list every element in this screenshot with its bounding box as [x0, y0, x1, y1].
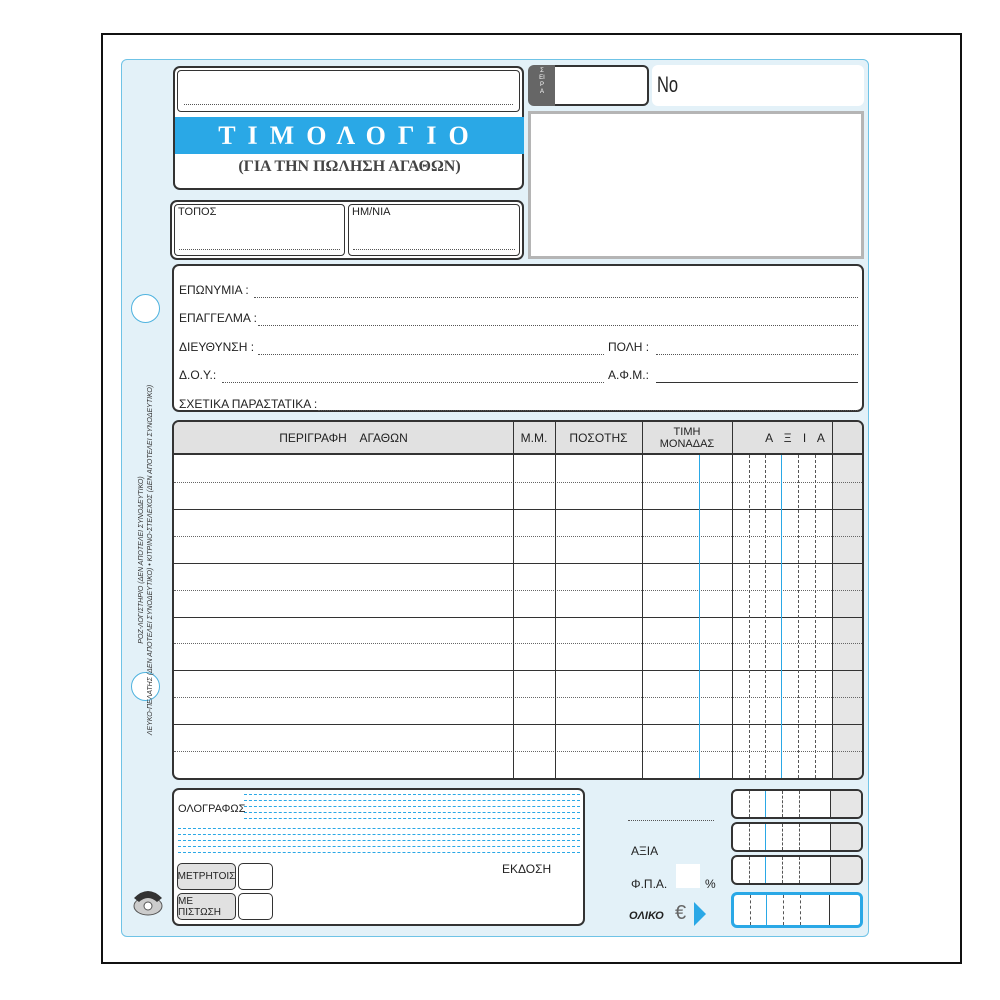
related-docs-field[interactable] — [318, 410, 858, 411]
total-label: ΟΛΙΚΟ — [629, 910, 664, 922]
doy-field[interactable] — [222, 382, 604, 383]
address-label: ΔΙΕΥΘΥΝΣΗ : — [179, 340, 255, 354]
col-unit-label: Μ.Μ. — [520, 430, 548, 445]
table-row — [174, 563, 862, 564]
eponymia-field[interactable] — [254, 297, 858, 298]
vat-label: Φ.Π.Α. — [631, 877, 668, 891]
cash-payment-label — [177, 863, 236, 890]
col-unit — [513, 422, 555, 455]
table-row — [174, 590, 862, 591]
eponymia-label: ΕΠΩΝΥΜΙΑ : — [179, 283, 249, 297]
col-unit-price-line1: ΤΙΜΗ — [673, 425, 701, 438]
issue-label: ΕΚΔΟΣΗ — [502, 862, 552, 876]
address-field[interactable] — [258, 354, 604, 355]
place-label: ΤΟΠΟΣ — [178, 206, 217, 218]
col-quantity — [555, 422, 642, 455]
copy-note — [137, 385, 155, 735]
col-quantity-label: ΠΟΣΟΤΗΣ — [569, 430, 628, 445]
digit-divider — [749, 455, 750, 778]
col-value-label: Α Ξ Ι Α — [765, 430, 829, 445]
afm-label: Α.Φ.Μ.: — [608, 368, 649, 382]
document-title: ΤΙΜΟΛΟΓΙΟ — [175, 117, 524, 154]
decimal-marker — [699, 455, 700, 778]
divider — [555, 422, 556, 778]
date-label: ΗΜ/ΝΙΑ — [352, 206, 391, 218]
col-unit-price — [642, 422, 732, 455]
city-label: ΠΟΛΗ : — [608, 340, 650, 354]
series-field[interactable] — [555, 65, 649, 106]
totals-line — [628, 820, 714, 821]
items-table — [172, 420, 864, 780]
epaggelma-label: ΕΠΑΓΓΕΛΜΑ : — [179, 311, 257, 325]
document-subtitle: (ΓΙΑ ΤΗΝ ΠΩΛΗΣΗ ΑΓΑΘΩΝ) — [238, 158, 461, 175]
cash-payment-checkbox[interactable] — [238, 863, 273, 890]
table-row — [174, 509, 862, 510]
value-label: ΑΞΙΑ — [631, 844, 659, 858]
arrow-right-icon — [694, 902, 706, 926]
in-words-line[interactable] — [244, 794, 580, 795]
digit-divider — [798, 455, 799, 778]
date-field[interactable] — [348, 204, 520, 256]
col-value — [732, 422, 862, 455]
copy-note-line1: ΡΟΖ-ΛΟΓΙΣΤΗΡΙΟ (ΔΕΝ ΑΠΟΤΕΛΕΙ ΣΥΝΟΔΕΥΤΙΚΟ) — [138, 476, 145, 644]
number-label: No — [657, 72, 679, 97]
digit-divider — [815, 455, 816, 778]
customer-box — [172, 264, 864, 412]
credit-payment-text: ΜΕ ΠΙΣΤΩΣΗ — [178, 895, 221, 918]
table-row — [174, 643, 862, 644]
table-row — [174, 536, 862, 537]
total-value-box[interactable] — [731, 789, 863, 819]
table-row — [174, 751, 862, 752]
col-unit-price-line2: ΜΟΝΑΔΑΣ — [659, 437, 715, 450]
table-row — [174, 670, 862, 671]
stamp-area — [528, 111, 864, 259]
divider — [732, 422, 733, 778]
number-field — [652, 65, 864, 106]
col-description — [174, 422, 513, 455]
place-field[interactable] — [174, 204, 345, 256]
divider — [513, 422, 514, 778]
related-docs-label: ΣΧΕΤΙΚΑ ΠΑΡΑΣΤΑΤΙΚΑ : — [179, 397, 318, 411]
table-row — [174, 697, 862, 698]
credit-payment-checkbox[interactable] — [238, 893, 273, 920]
total-vat-box[interactable] — [731, 855, 863, 885]
decimal-marker — [781, 455, 782, 778]
epaggelma-field[interactable] — [258, 325, 858, 326]
percent-sign: % — [705, 877, 716, 891]
vat-rate-field[interactable] — [676, 864, 700, 888]
series-label — [528, 65, 556, 106]
series-label-text: ΣΕΙΡΑ — [539, 68, 545, 95]
afm-field[interactable] — [656, 382, 858, 383]
table-row — [174, 482, 862, 483]
grand-total-box[interactable] — [731, 892, 863, 928]
divider — [832, 422, 833, 778]
euro-icon: € — [675, 902, 687, 924]
city-field[interactable] — [656, 354, 858, 355]
in-words-label: ΟΛΟΓΡΑΦΩΣ — [178, 803, 246, 815]
punch-hole-top — [131, 294, 160, 323]
credit-payment-label — [177, 893, 236, 920]
cash-payment-text: ΜΕΤΡΗΤΟΙΣ — [177, 871, 236, 882]
table-row — [174, 617, 862, 618]
total-value-box-2[interactable] — [731, 822, 863, 852]
publisher-logo-icon — [130, 880, 166, 920]
copy-note-line2: ΛΕΥΚΟ-ΠΕΛΑΤΗΣ (ΔΕΝ ΑΠΟΤΕΛΕΙ ΣΥΝΟΔΕΥΤΙΚΟ) • ΚΙΤΡΙΝΟ-ΣΤΕΛΕΧΟΣ (ΔΕΝ ΑΠΟΤΕΛΕΙ ΣΥΝΟΔΕΥΤΙΚΟ) — [147, 384, 154, 736]
col-description-label: ΠΕΡΙΓΡΑΦΗ ΑΓΑΘΩΝ — [279, 430, 408, 445]
doy-label: Δ.Ο.Υ.: — [179, 368, 217, 382]
issuer-field[interactable] — [177, 70, 520, 112]
divider — [642, 422, 643, 778]
digit-divider — [765, 455, 766, 778]
table-row — [174, 724, 862, 725]
